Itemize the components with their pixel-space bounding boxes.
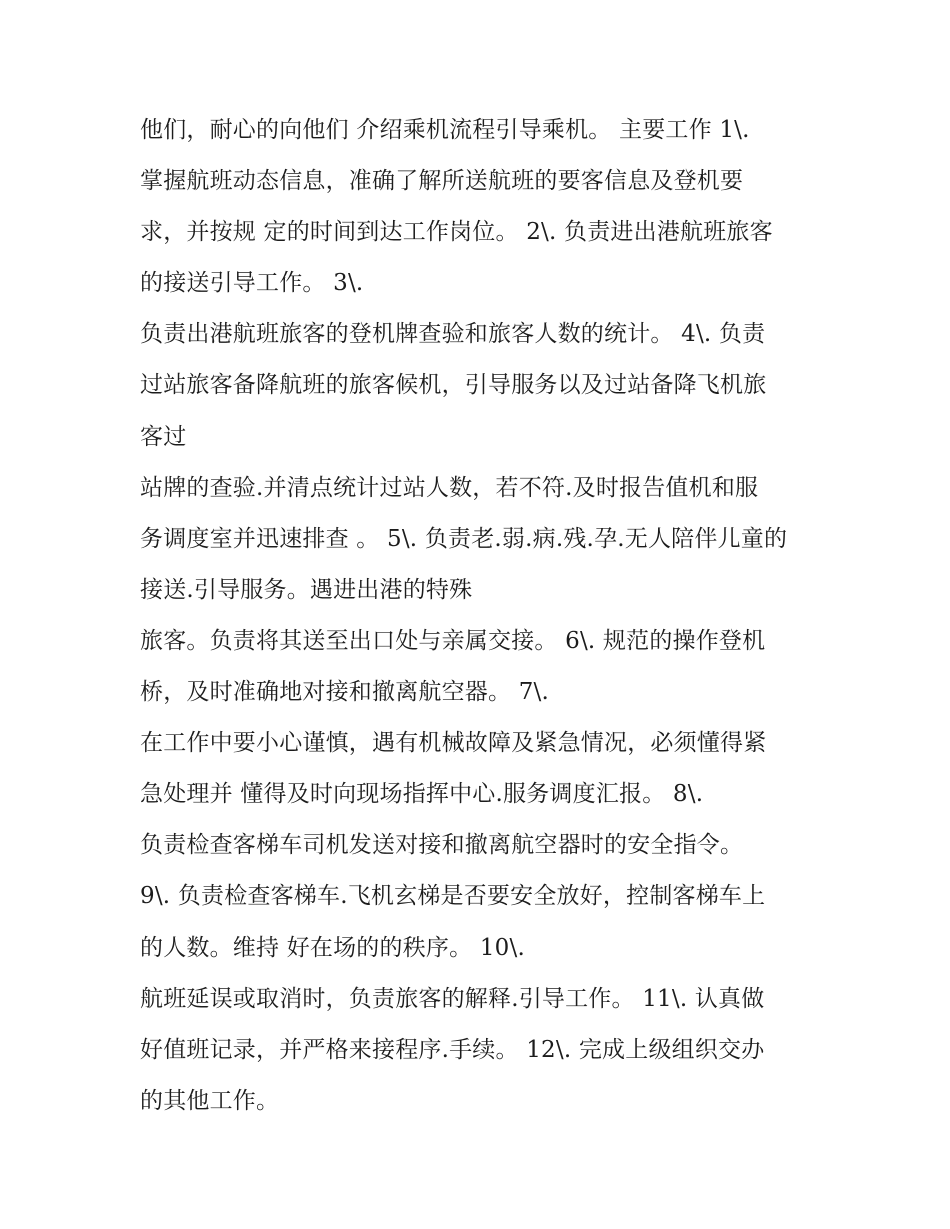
text-line: 的其他工作。: [140, 1087, 280, 1114]
text-line: 站牌的查验.并清点统计过站人数，若不符.及时报告值机和服: [140, 474, 759, 501]
text-line: 过站旅客备降航班的旅客候机，引导服务以及过站备降飞机旅: [140, 372, 767, 399]
text-line: 接送.引导服务。遇进出港的特殊: [140, 576, 473, 603]
text-line: 9\. 负责检查客梯车.飞机玄梯是否要安全放好，控制客梯车上: [140, 883, 766, 910]
text-line: 急处理并 懂得及时向现场指挥中心.服务调度汇报。 8\.: [140, 781, 704, 808]
text-line: 掌握航班动态信息，准确了解所送航班的要客信息及登机要: [140, 168, 744, 195]
text-line: 客过: [140, 423, 187, 450]
text-line: 他们，耐心的向他们 介绍乘机流程引导乘机。 主要工作 1\.: [140, 117, 750, 143]
text-line: 旅客。负责将其送至出口处与亲属交接。 6\. 规范的操作登机: [140, 627, 766, 654]
text-line: 负责检查客梯车司机发送对接和撤离航空器时的安全指令。: [140, 832, 744, 859]
text-line: 的接送引导工作。 3\.: [140, 270, 364, 297]
text-line: 负责出港航班旅客的登机牌查验和旅客人数的统计。 4\. 负责: [140, 321, 766, 348]
text-line: 桥，及时准确地对接和撤离航空器。 7\.: [140, 679, 550, 706]
text-line: 的人数。维持 好在场的的秩序。 10\.: [140, 934, 525, 961]
text-line: 好值班记录，并严格来接程序.手续。 12\. 完成上级组织交办: [140, 1036, 765, 1063]
document-body: [140, 110, 830, 1132]
text-line: 务调度室并迅速排查 。 5\. 负责老.弱.病.残.孕.无人陪伴儿童的: [140, 525, 788, 552]
text-line: 求，并按规 定的时间到达工作岗位。 2\. 负责进出港航班旅客: [140, 219, 773, 246]
text-line: 航班延误或取消时，负责旅客的解释.引导工作。 11\. 认真做: [140, 985, 765, 1012]
text-line: 在工作中要小心谨慎，遇有机械故障及紧急情况，必须懂得紧: [140, 730, 767, 757]
